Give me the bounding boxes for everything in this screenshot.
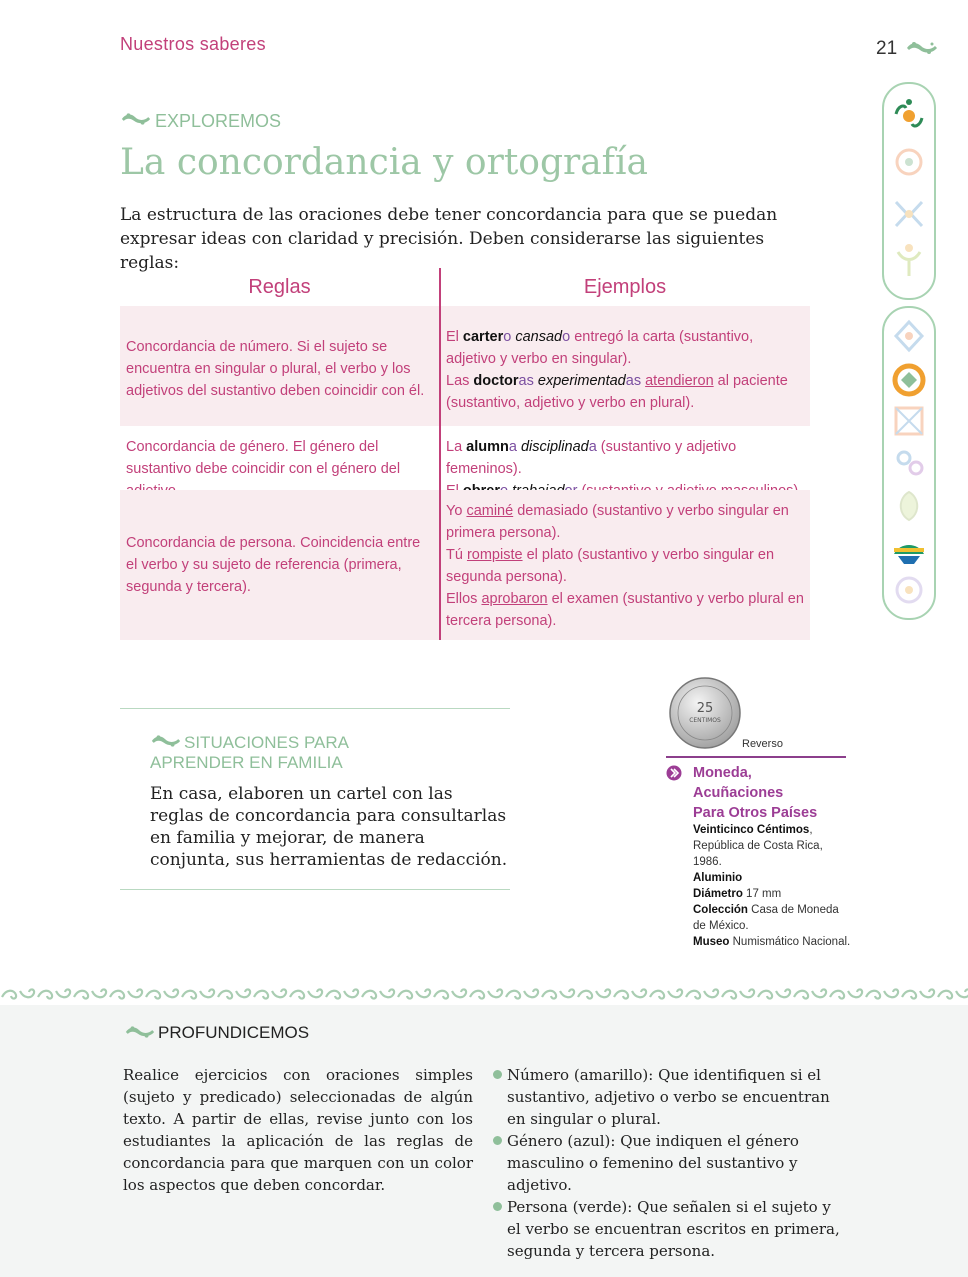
family-title: SITUACIONES PARA APRENDER EN FAMILIA xyxy=(150,733,349,772)
sidebar-group-bottom xyxy=(882,306,936,620)
example-cell: Yo caminé demasiado (sustantivo y verbo singular en primera persona). Tú rompiste el plato (sustantivo y verbo singular en segunda persona). Ellos aprobaron el examen (sustantivo y verbo plural en tercera persona). xyxy=(446,503,804,629)
coin-info: Veinticinco Céntimos, República de Costa Rica, 1986. Aluminio Diámetro 17 mm Colección Casa de Moneda de México. Museo Numismático Nacional. xyxy=(693,824,851,948)
list-item: Persona (verde): Que señalen si el sujeto y el verbo se encuentran escritos en primera, segunda y tercera persona. xyxy=(493,1196,848,1262)
profundicemos-title: PROFUNDICEMOS xyxy=(158,1023,310,1042)
coin-face-unit: CENTIMOS xyxy=(689,717,721,724)
page-number: 21 xyxy=(876,38,898,59)
coin-title: Moneda, Acuñaciones Para Otros Países xyxy=(693,765,818,821)
rules-table xyxy=(120,268,810,640)
example-cell: La alumna disciplinada (sustantivo y adjetivo femeninos). xyxy=(446,439,737,477)
intro-line: La estructura de las oraciones debe tener concordancia para que se puedan xyxy=(120,205,778,225)
lizard-icon xyxy=(124,1022,156,1046)
chevron-right-icon xyxy=(666,765,682,785)
rule-cell: Concordancia de género. El género del sustantivo debe coincidir con el género del xyxy=(126,439,401,477)
explore-label: EXPLOREMOS xyxy=(155,111,282,131)
bullet-icon xyxy=(493,1202,502,1211)
family-box xyxy=(120,708,510,890)
lizard-icon xyxy=(120,109,152,133)
header-examples: Ejemplos xyxy=(583,276,667,298)
decorative-band xyxy=(0,983,968,1005)
intro-paragraph xyxy=(120,203,820,275)
list-item: Género (azul): Que indiquen el género masculino o femenino del sustantivo y adjetivo. xyxy=(493,1130,848,1196)
profundicemos-list xyxy=(493,1064,848,1262)
table-row xyxy=(120,490,810,640)
coin-divider xyxy=(666,756,846,758)
coin-image xyxy=(668,676,742,754)
lizard-icon xyxy=(905,38,939,62)
table-row xyxy=(120,306,810,426)
rule-cell: Concordancia de persona. Coincidencia entre el verbo y su sujeto de referencia (primera, segunda y tercera). xyxy=(126,535,421,595)
header-rules: Reglas xyxy=(248,276,311,298)
bullet-icon xyxy=(493,1136,502,1145)
family-text: En casa, elaboren un cartel con las reglas de concordancia para consultarlas en familia y mejorar, de manera conjunta, sus herramientas de redacción. xyxy=(150,784,508,870)
coin-face-value: 25 xyxy=(696,701,714,716)
page-title: La concordancia y ortografía xyxy=(120,142,648,183)
rule-cell: Concordancia de número. Si el sujeto se encuentra en singular o plural, el verbo y los adjetivos del sustantivo deben coincidir con él. xyxy=(126,339,425,399)
table-row xyxy=(120,426,810,490)
seed-icon xyxy=(896,99,922,126)
section-title: Nuestros saberes xyxy=(120,34,266,54)
list-item: Número (amarillo): Que identifiquen si el sustantivo, adjetivo o verbo se encuentran en singular o plural. xyxy=(493,1064,848,1130)
column-divider xyxy=(439,268,441,640)
example-cell: El cartero cansado entregó la carta (sustantivo, adjetivo y verbo en singular). Las doctoras experimentadas atendieron al paciente (sustantivo, adjetivo y verbo en plural). xyxy=(446,329,788,411)
profundicemos-text: Realice ejercicios con oraciones simples (sujeto y predicado) seleccionadas de algún texto. A partir de ellas, revise junto con los estudiantes la aplicación de las reglas de concordancia para que marquen con un color los aspectos que deben concordar. xyxy=(123,1066,473,1194)
reverse-label: Reverso xyxy=(742,738,783,750)
bullet-icon xyxy=(493,1070,502,1079)
intro-line: expresar ideas con claridad y precisión. Deben considerarse las siguientes reglas: xyxy=(120,229,765,273)
sidebar-group-top xyxy=(882,82,936,300)
